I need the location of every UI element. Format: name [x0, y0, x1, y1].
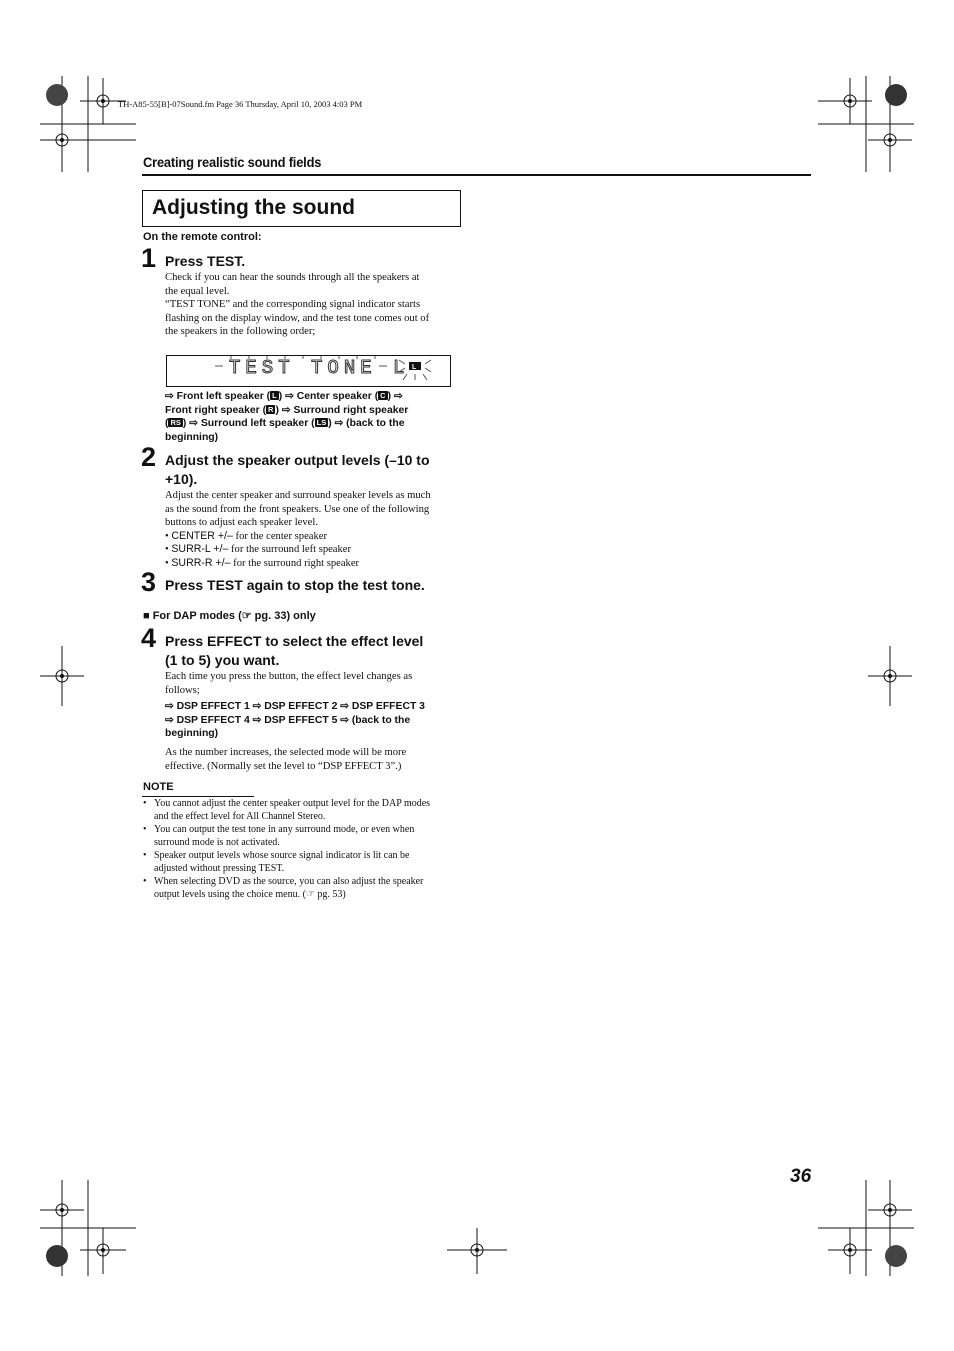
- display-window: [166, 355, 451, 387]
- header-rule: [142, 174, 811, 176]
- page-number: 36: [790, 1166, 812, 1187]
- effect-sequence: ⇨ DSP EFFECT 1 ⇨ DSP EFFECT 2 ⇨ DSP EFFECT 3 ⇨ DSP EFFECT 4 ⇨ DSP EFFECT 5 ⇨ (back to the beginning): [165, 701, 425, 740]
- step-3-heading: Press TEST again to stop the test tone.: [165, 577, 425, 593]
- step-1-heading: Press TEST.: [165, 253, 246, 269]
- step-4-body: Each time you press the button, the effect level changes as follows;: [165, 671, 413, 696]
- step-1-number: 1: [141, 243, 157, 273]
- note-item: • You can output the test tone in any surround mode, or even when surround mode is not activated.: [143, 823, 463, 849]
- page-title: Adjusting the sound: [152, 196, 355, 219]
- note-item: • When selecting DVD as the source, you can also adjust the speaker output levels using the choice menu. (☞ pg. 53): [143, 875, 463, 901]
- step-1-body: Check if you can hear the sounds through all the speakers at the equal level. “TEST TONE” and the corresponding signal indicator starts flashing on the display window, and the test tone comes out of the speakers in the following order;: [165, 272, 430, 338]
- title-box: [142, 190, 461, 227]
- dap-modes-note: ■ For DAP modes (☞ pg. 33) only: [143, 610, 316, 622]
- step-2-heading: Adjust the speaker output levels (–10 to +10).: [165, 452, 430, 487]
- step-2-body: Adjust the center speaker and surround speaker levels as much as the sound from the front speakers. Use one of the following buttons to adjust each speaker level. • CENTER +/– for the center speaker • SURR-L +/– for the surround left speaker • SURR-R +/– for the surround right speaker: [165, 490, 431, 569]
- speaker-order-sequence: ⇨ Front left speaker ( L ) ⇨ Center speaker ( C ) ⇨ Front right speaker ( R ) ⇨ Surround right speaker ( RS ) ⇨ Surround left speaker ( LS ) ⇨ (back to the beginning): [165, 391, 409, 443]
- step-2-number: 2: [141, 442, 157, 472]
- note-item: • Speaker output levels whose source signal indicator is lit can be adjusted without pressing TEST.: [143, 849, 463, 875]
- step-4-number: 4: [141, 623, 157, 653]
- note-item: • You cannot adjust the center speaker output level for the DAP modes and the effect level for All Channel Stereo.: [143, 797, 463, 823]
- step-3-number: 3: [141, 567, 157, 597]
- file-slug: TH-A85-55[B]-07Sound.fm Page 36 Thursday, April 10, 2003 4:03 PM: [118, 99, 363, 109]
- step-4-after: As the number increases, the selected mode will be more effective. (Normally set the level to “DSP EFFECT 3”.): [165, 747, 407, 772]
- note-label: NOTE: [143, 781, 174, 793]
- svg-text:L: L: [412, 364, 417, 371]
- section-header: Creating realistic sound fields: [143, 154, 322, 170]
- lcd-text: TEST TONE L: [229, 357, 410, 379]
- remote-label: On the remote control:: [143, 231, 262, 243]
- notes-list: [143, 797, 463, 901]
- step-4-heading: Press EFFECT to select the effect level (1 to 5) you want.: [165, 633, 424, 668]
